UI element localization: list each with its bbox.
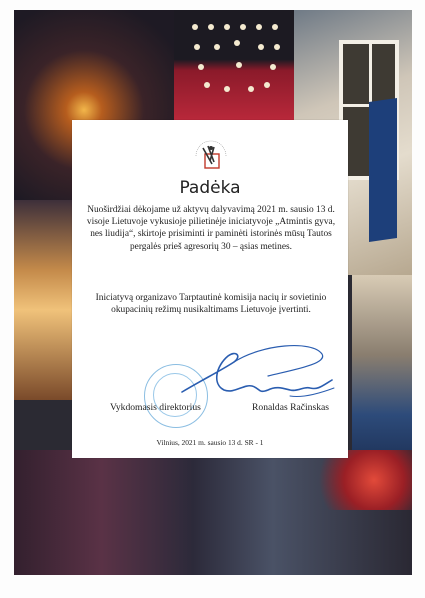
organizer-paragraph: Iniciatyvą organizavo Tarptautinė komisija nacių ir sovietinio okupacinių režimų nusikaltimams Lietuvoje įvertinti. [95,293,327,316]
evening-street-photo [352,275,412,475]
certificate-title: Padėka [179,178,241,198]
commission-logo-icon [190,134,232,176]
signer-role: Vykdomasis direktorius [110,402,201,413]
lit-building-photo [14,200,76,400]
gratitude-paragraph: Nuoširdžiai dėkojame už aktyvų dalyvavimą 2021 m. sausio 13 d. visoje Lietuvoje vykusioje pilietinėje iniciatyvoje „Atmintis gyva, nes liudija“, skirtoje prisiminti ir paminėti istorinės mūsų Tautos pergalės prieš agresorių 30 – ąsias metines. [86,205,336,252]
certificate-card [72,120,348,458]
flare-photo [314,450,412,510]
handwritten-signature [172,340,342,410]
signer-name: Ronaldas Račinskas [252,402,330,413]
candle-lights-photo [174,10,294,120]
date-reference: Vilnius, 2021 m. sausio 13 d. SR - 1 [156,438,264,447]
flag-photo [369,98,397,242]
